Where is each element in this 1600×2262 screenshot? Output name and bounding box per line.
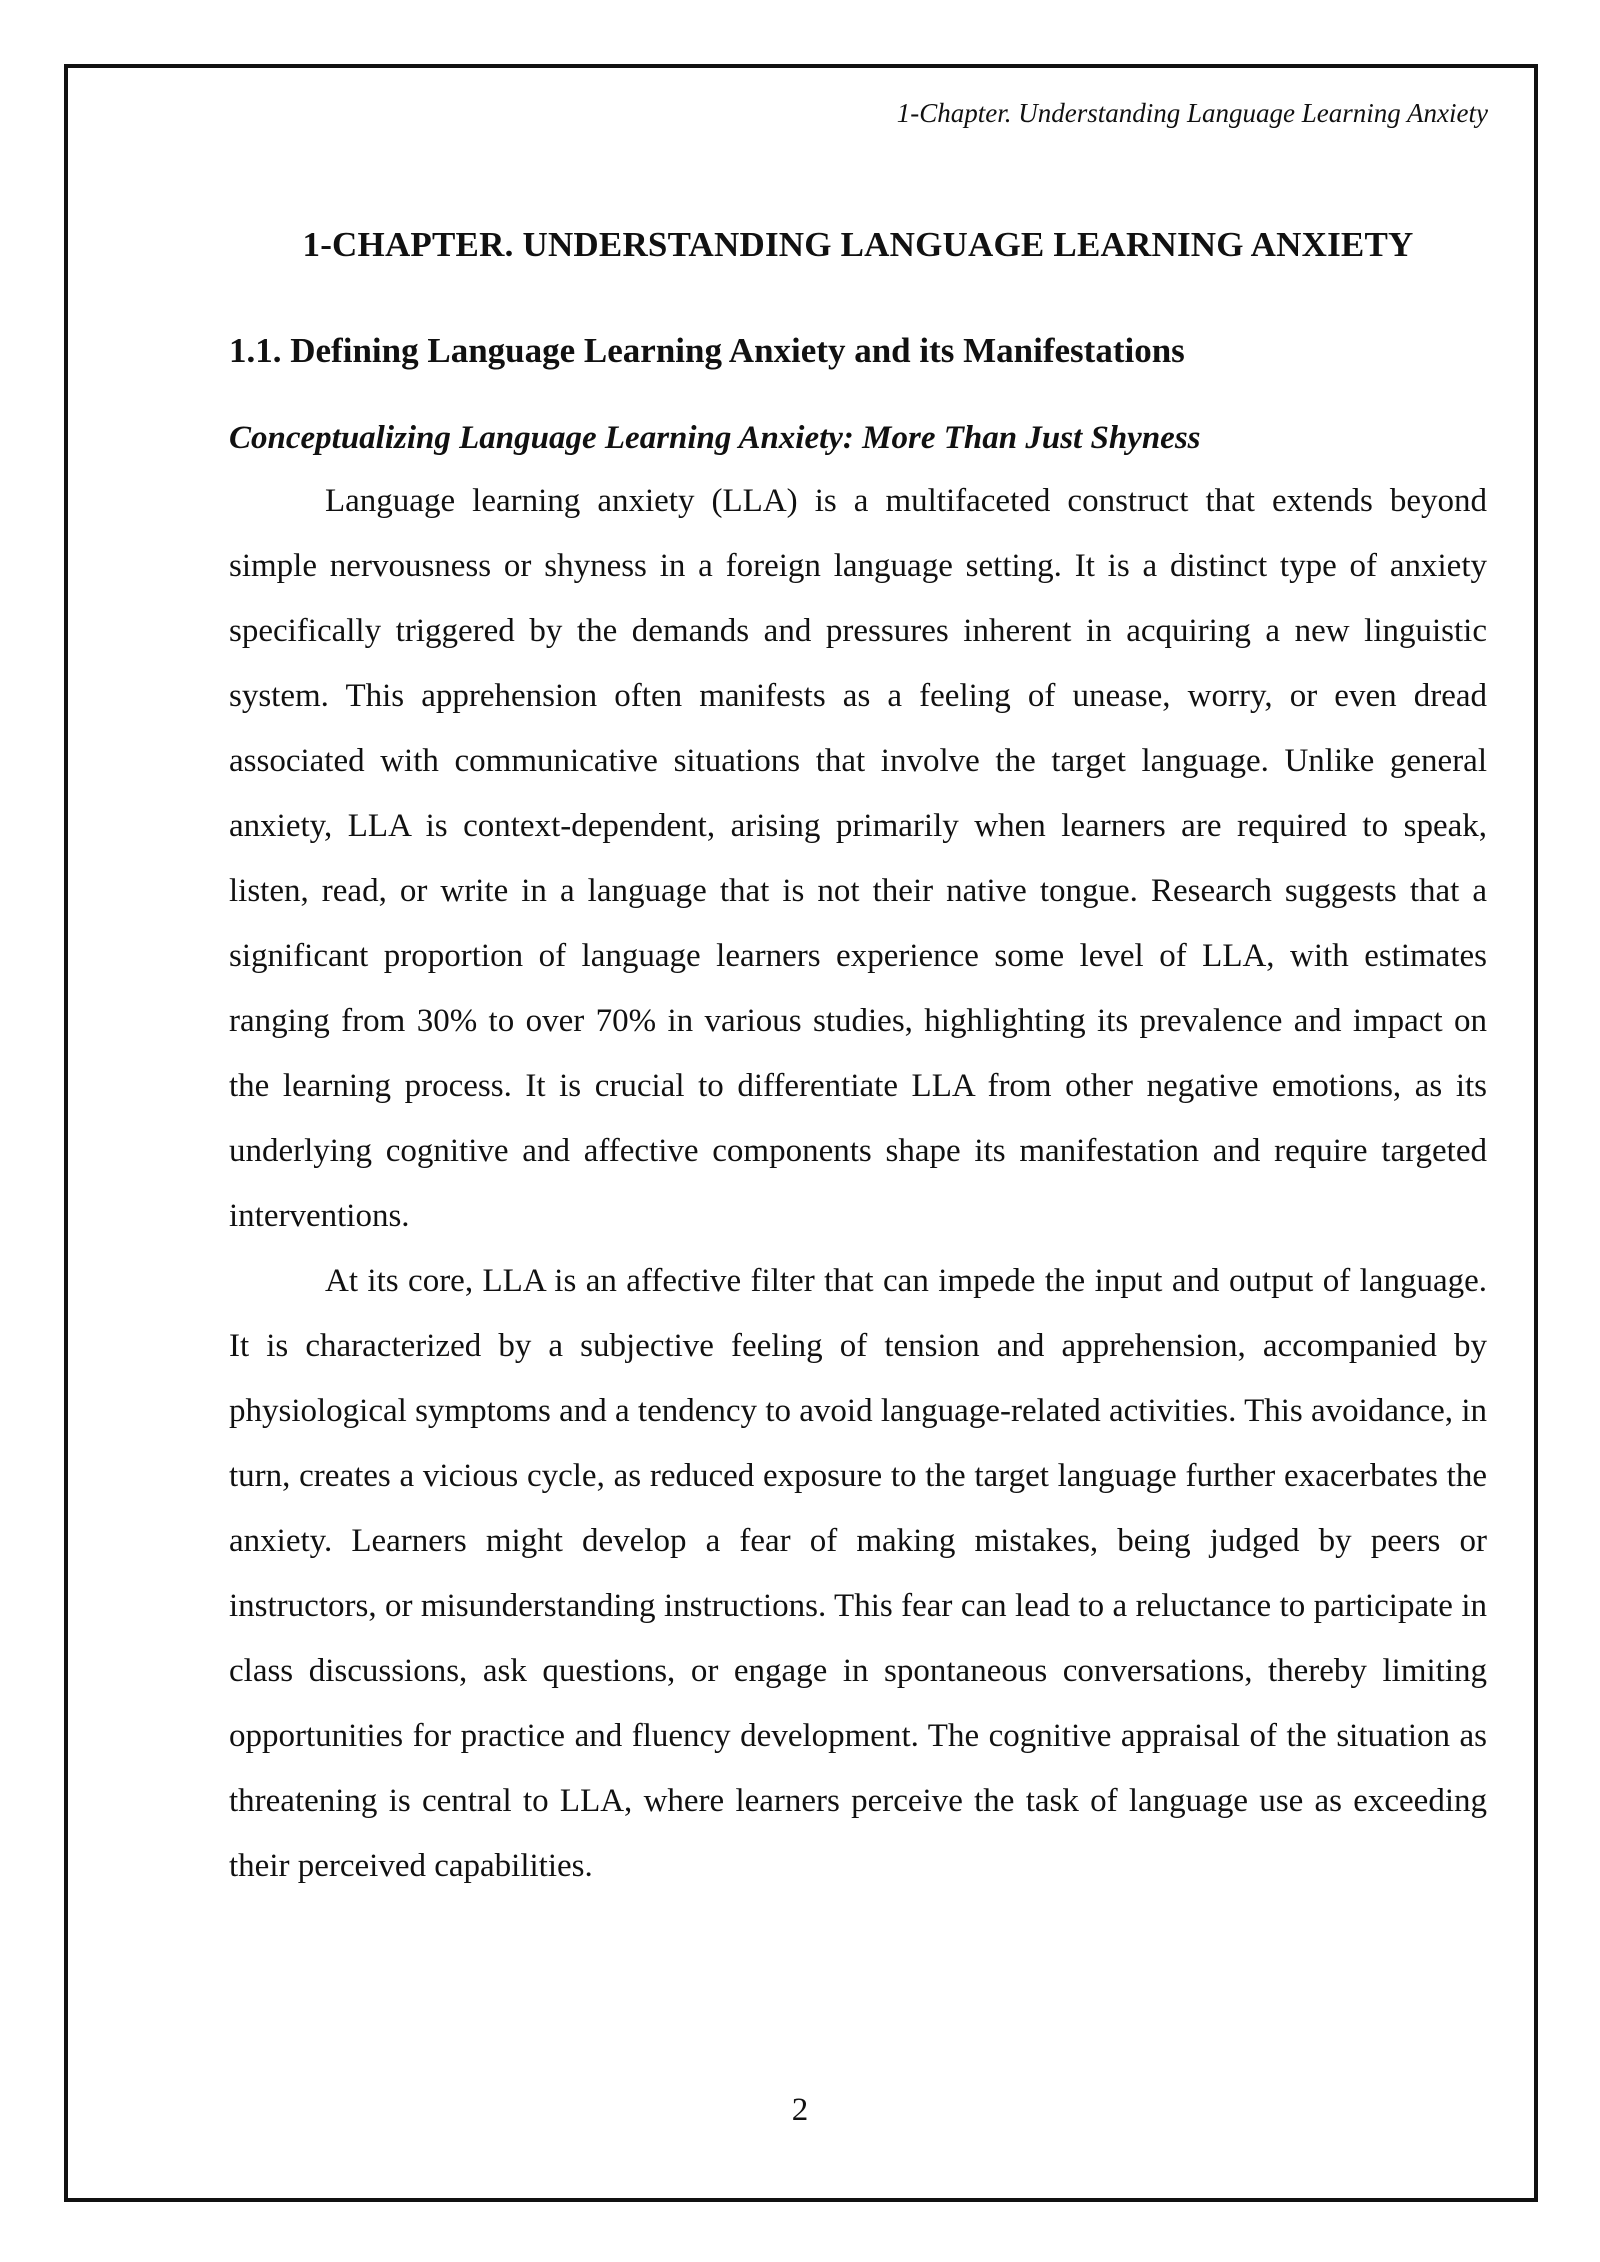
chapter-title: 1-CHAPTER. UNDERSTANDING LANGUAGE LEARNING ANXIETY	[302, 225, 1414, 264]
section-heading: 1.1. Defining Language Learning Anxiety and its Manifestations	[229, 331, 1185, 370]
running-header: 1-Chapter. Understanding Language Learning Anxiety	[896, 98, 1488, 128]
page-content	[229, 205, 1487, 1899]
subsection-heading: Conceptualizing Language Learning Anxiety: More Than Just Shyness	[229, 420, 1201, 456]
body-paragraph-2: At its core, LLA is an affective filter that can impede the input and output of language. It is characterized by a subjective feeling of tension and apprehension, accompanied by physiological symptoms and a tendency to avoid language-related activities. This avoidance, in turn, creates a vicious cycle, as reduced exposure to the target language further exacerbates the anxiety. Learners might develop a fear of making mistakes, being judged by peers or instructors, or misunderstanding instructions. This fear can lead to a reluctance to participate in class discussions, ask questions, or engage in spontaneous conversations, thereby limiting opportunities for practice and fluency development. The cognitive appraisal of the situation as threatening is central to LLA, where learners perceive the task of language use as exceeding their perceived capabilities.	[229, 1263, 1487, 1884]
page-number: 2	[791, 2092, 809, 2128]
body-paragraph-1: Language learning anxiety (LLA) is a multifaceted construct that extends beyond simple nervousness or shyness in a foreign language setting. It is a distinct type of anxiety specifically triggered by the demands and pressures inherent in acquiring a new linguistic system. This apprehension often manifests as a feeling of unease, worry, or even dread associated with communicative situations that involve the target language. Unlike general anxiety, LLA is context-dependent, arising primarily when learners are required to speak, listen, read, or write in a language that is not their native tongue. Research suggests that a significant proportion of language learners experience some level of LLA, with estimates ranging from 30% to over 70% in various studies, highlighting its prevalence and impact on the learning process. It is crucial to differentiate LLA from other negative emotions, as its underlying cognitive and affective components shape its manifestation and require targeted interventions.	[229, 483, 1487, 1234]
